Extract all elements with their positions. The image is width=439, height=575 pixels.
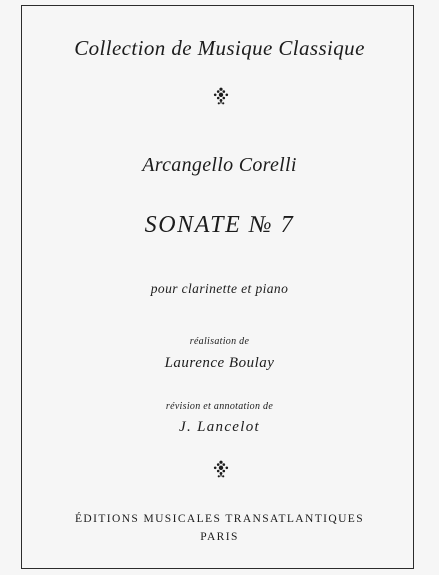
instrumentation: pour clarinette et piano [150, 281, 289, 296]
revision-label: révision et annotation de [165, 401, 274, 412]
composer-name: Arcangello Corelli [142, 154, 297, 176]
floral-ornament-icon [212, 460, 230, 478]
floral-ornament-icon [212, 87, 230, 105]
arranger-name: Laurence Boulay [164, 355, 275, 371]
work-title: SONATE № 7 [144, 212, 295, 238]
editor-name: J. Lancelot [179, 419, 260, 435]
realisation-label: réalisation de [189, 336, 250, 347]
publisher-name: ÉDITIONS MUSICALES TRANSATLANTIQUES [74, 513, 364, 525]
publisher-city: PARIS [200, 531, 239, 543]
collection-title: Collection de Musique Classique [74, 36, 365, 60]
